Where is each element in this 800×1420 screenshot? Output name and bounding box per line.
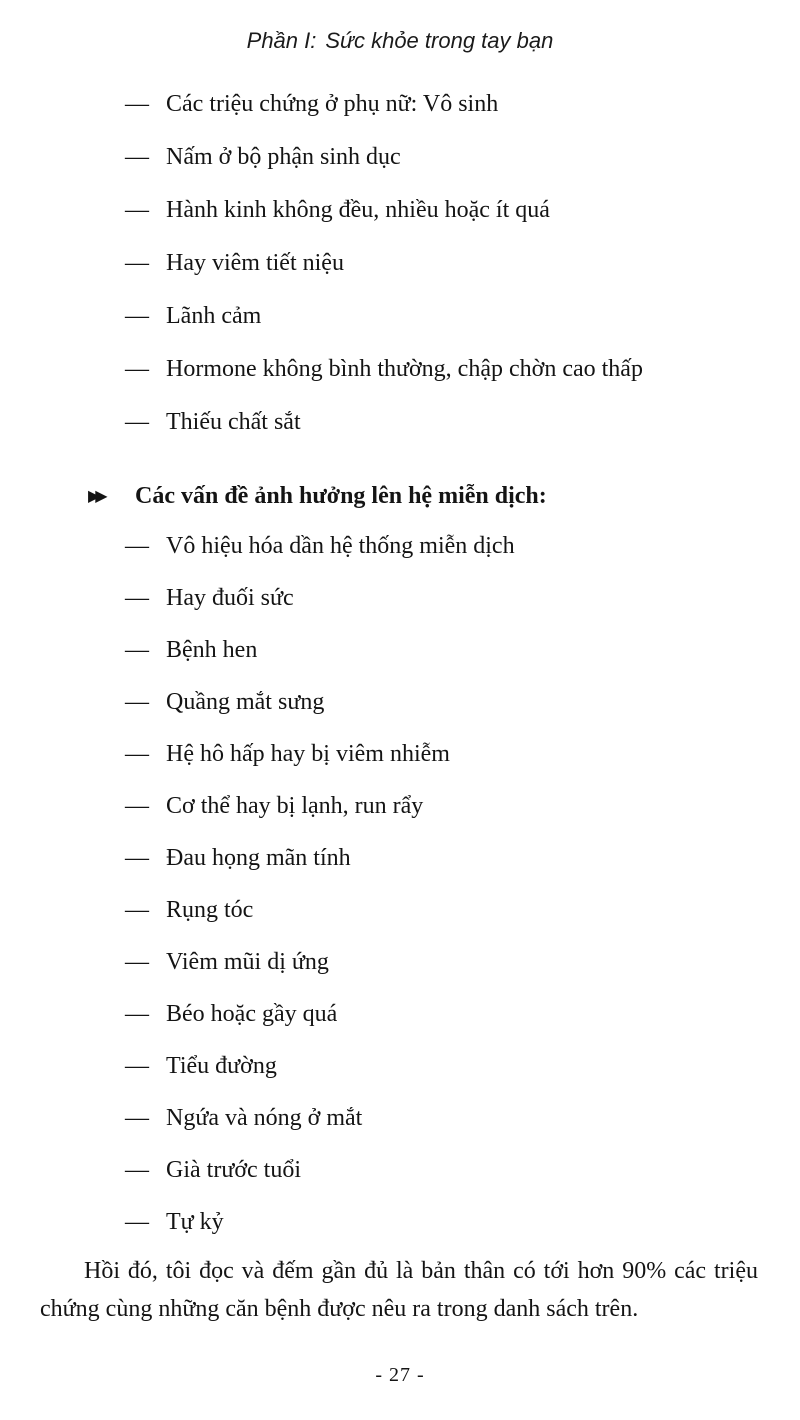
- dash-bullet: —: [125, 1000, 149, 1027]
- list-item-text: Cơ thể hay bị lạnh, run rẩy: [166, 792, 424, 819]
- page-number: - 27 -: [375, 1364, 425, 1386]
- dash-bullet: —: [125, 688, 149, 715]
- symptom-list-immune: [0, 520, 800, 1248]
- list-item-text: Các triệu chứng ở phụ nữ: Vô sinh: [166, 91, 499, 117]
- dash-bullet: —: [125, 1156, 149, 1183]
- dash-bullet: —: [125, 1208, 149, 1235]
- list-item-text: Viêm mũi dị ứng: [166, 948, 329, 975]
- list-item: [125, 520, 800, 572]
- dash-bullet: —: [125, 948, 149, 975]
- list-item-text: Béo hoặc gầy quá: [166, 1000, 338, 1027]
- list-item-text: Hành kinh không đều, nhiều hoặc ít quá: [166, 197, 550, 223]
- list-item-text: Nấm ở bộ phận sinh dục: [166, 144, 401, 170]
- list-item-text: Bệnh hen: [166, 636, 258, 663]
- list-item: [125, 237, 800, 290]
- list-item: [125, 676, 800, 728]
- list-item: [125, 832, 800, 884]
- list-item: [125, 884, 800, 936]
- chapter-title: Sức khỏe trong tay bạn: [325, 28, 554, 53]
- list-item-text: Lãnh cảm: [166, 303, 262, 329]
- list-item-text: Tiểu đường: [166, 1052, 277, 1079]
- dash-bullet: —: [125, 532, 149, 559]
- dash-bullet: —: [125, 636, 149, 663]
- list-item: [125, 572, 800, 624]
- list-item: [125, 343, 800, 396]
- list-item: [125, 290, 800, 343]
- dash-bullet: —: [125, 250, 149, 276]
- list-item: [125, 396, 800, 449]
- list-item-text: Tự kỷ: [166, 1208, 224, 1235]
- dash-bullet: —: [125, 740, 149, 767]
- list-item-text: Quầng mắt sưng: [166, 688, 325, 715]
- dash-bullet: —: [125, 584, 149, 611]
- list-item: [125, 1196, 800, 1248]
- symptom-list-women: [0, 78, 800, 449]
- dash-bullet: —: [125, 792, 149, 819]
- list-item-text: Vô hiệu hóa dần hệ thống miễn dịch: [166, 532, 515, 559]
- list-item: [125, 988, 800, 1040]
- list-item: [125, 1144, 800, 1196]
- running-header: [0, 0, 800, 54]
- list-item-text: Già trước tuổi: [166, 1156, 301, 1183]
- list-item-text: Hormone không bình thường, chập chờn cao thấp: [166, 356, 643, 382]
- list-item: [125, 1040, 800, 1092]
- list-item: [125, 624, 800, 676]
- dash-bullet: —: [125, 91, 149, 117]
- list-item: [125, 780, 800, 832]
- list-item-text: Hay đuối sức: [166, 584, 294, 611]
- dash-bullet: —: [125, 144, 149, 170]
- list-item: [125, 78, 800, 131]
- dash-bullet: —: [125, 409, 149, 435]
- section-heading-immune: [88, 480, 800, 512]
- list-item-text: Ngứa và nóng ở mắt: [166, 1104, 363, 1131]
- section-heading-text: Các vấn đề ảnh hưởng lên hệ miễn dịch:: [135, 482, 547, 509]
- dash-bullet: —: [125, 197, 149, 223]
- list-item-text: Đau họng mãn tính: [166, 844, 351, 871]
- list-item: [125, 728, 800, 780]
- closing-paragraph: Hồi đó, tôi đọc và đếm gần đủ là bản thân có tới hơn 90% các triệu chứng cùng những căn bệnh được nêu ra trong danh sách trên.: [40, 1258, 758, 1322]
- list-item-text: Thiếu chất sắt: [166, 409, 301, 435]
- dash-bullet: —: [125, 844, 149, 871]
- list-item-text: Rụng tóc: [166, 896, 254, 923]
- dash-bullet: —: [125, 356, 149, 382]
- list-item-text: Hay viêm tiết niệu: [166, 250, 344, 276]
- dash-bullet: —: [125, 896, 149, 923]
- dash-bullet: —: [125, 1104, 149, 1131]
- list-item: [125, 1092, 800, 1144]
- list-item: [125, 184, 800, 237]
- list-item-text: Hệ hô hấp hay bị viêm nhiễm: [166, 740, 450, 767]
- list-item: [125, 131, 800, 184]
- dash-bullet: —: [125, 303, 149, 329]
- dash-bullet: —: [125, 1052, 149, 1079]
- double-arrow-icon: ▶▶: [88, 485, 103, 505]
- list-item: [125, 936, 800, 988]
- part-label: Phần I:: [246, 28, 317, 53]
